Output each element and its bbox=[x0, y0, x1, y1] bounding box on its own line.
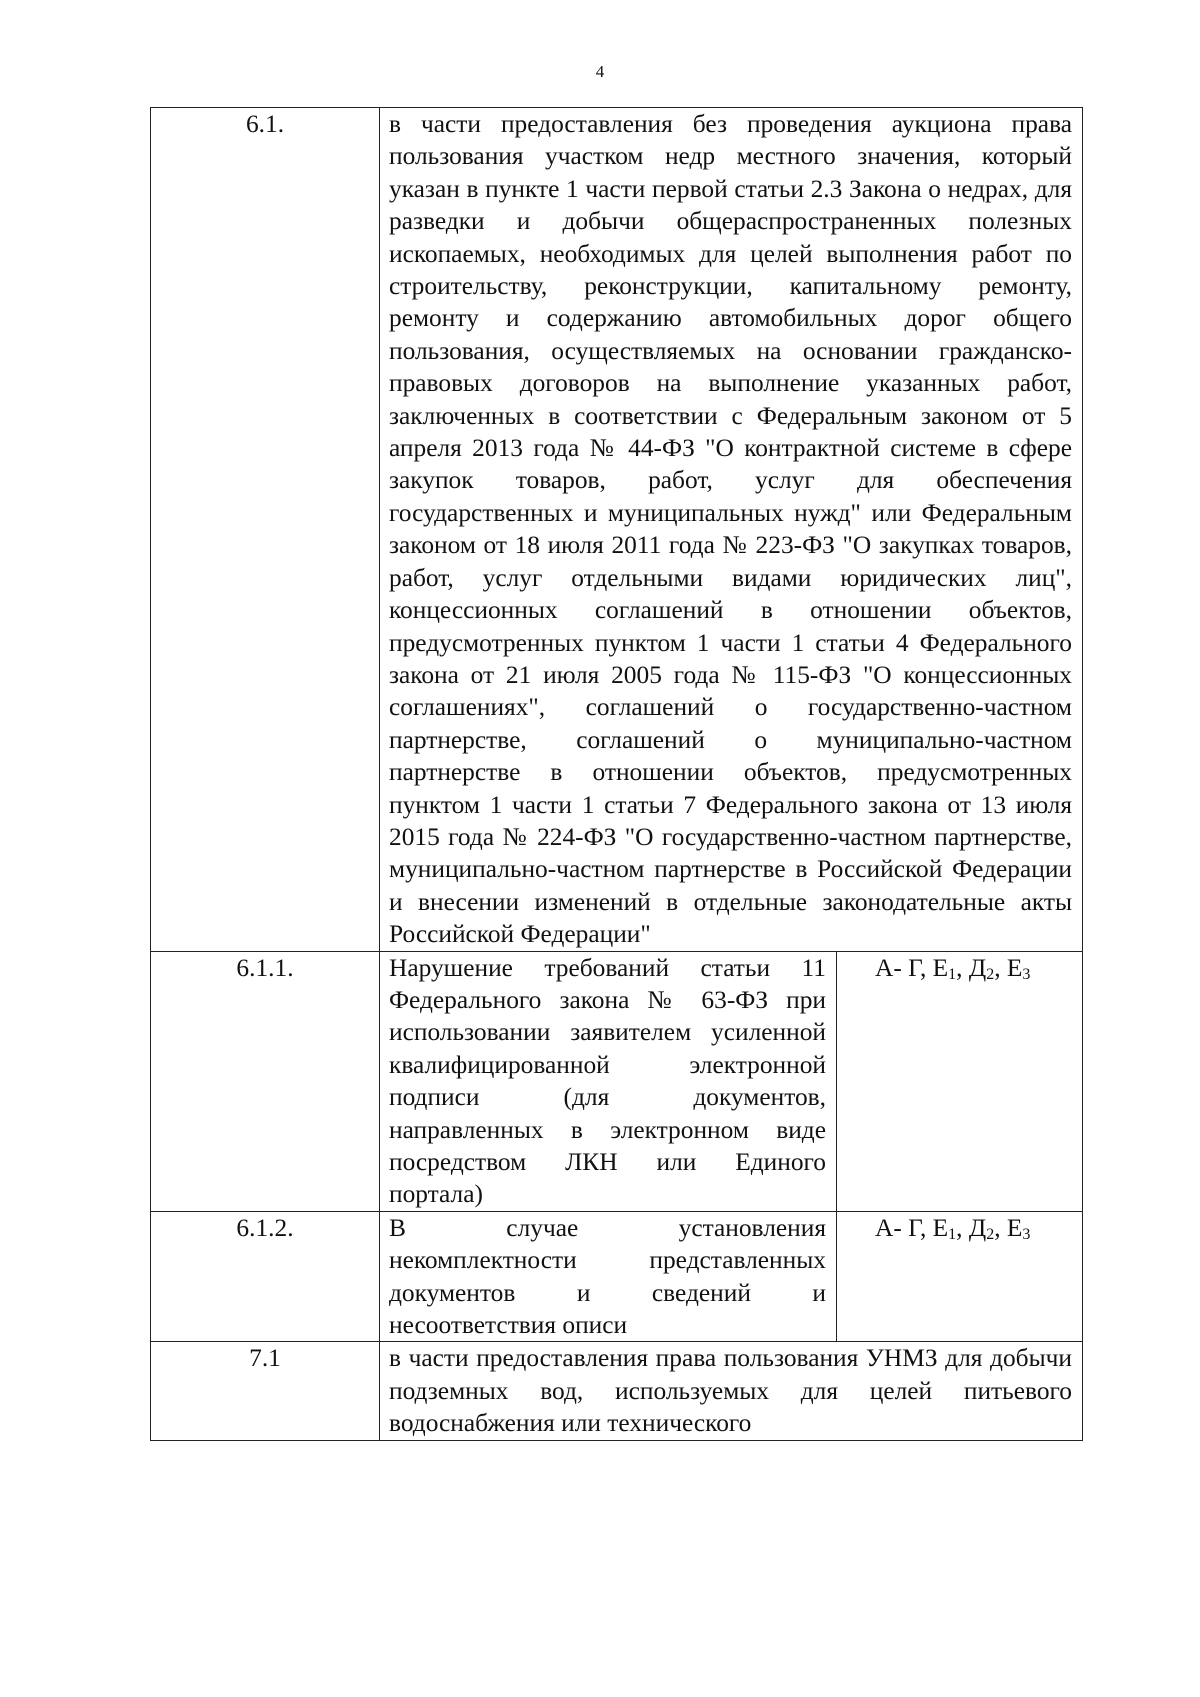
row-number-cell: 6.1.2. bbox=[151, 1211, 380, 1342]
row-text-cell: в части предоставления без проведения аукциона права пользования участком недр местного значения, который указан в пункте 1 части первой статьи 2.3 Закона о недрах, для разведки и добычи общераспространенных полезных ископаемых, необходимых для целей выполнения работ по строительству, реконструкции, капитальному ремонту, ремонту и содержанию автомобильных дорог общего пользования, осуществляемых на основании гражданско-правовых договоров на выполнение указанных работ, заключенных в соответствии с Федеральным законом от 5 апреля 2013 года № 44-ФЗ "О контрактной системе в сфере закупок товаров, работ, услуг для обеспечения государственных и муниципальных нужд" или Федеральным законом от 18 июля 2011 года № 223-ФЗ "О закупках товаров, работ, услуг отдельными видами юридических лиц", концессионных соглашений в отношении объектов, предусмотренных пунктом 1 части 1 статьи 4 Федерального закона от 21 июля 2005 года № 115-ФЗ "О концессионных соглашениях", соглашений о государственно-частном партнерстве, соглашений о муниципально-частном партнерстве в отношении объектов, предусмотренных пунктом 1 части 1 статьи 7 Федерального закона от 13 июля 2015 года № 224-ФЗ "О государственно-частном партнерстве, муниципально-частном партнерстве в Российской Федерации и внесении изменений в отдельные законодательные акты Российской Федерации" bbox=[380, 108, 1083, 952]
table-row bbox=[151, 951, 1083, 1211]
code-subscript: 3 bbox=[1022, 1225, 1031, 1243]
code-part: , Д bbox=[956, 1213, 987, 1242]
code-subscript: 1 bbox=[948, 965, 957, 983]
row-text-cell: В случае установления некомплектности представленных документов и сведений и несоответствия описи bbox=[380, 1211, 837, 1342]
code-part: , Е bbox=[994, 1213, 1023, 1242]
row-number-cell: 6.1. bbox=[151, 108, 380, 952]
code-subscript: 3 bbox=[1022, 965, 1031, 983]
code-prefix: А- Г, Е bbox=[875, 1213, 949, 1242]
row-code-cell bbox=[837, 1211, 1083, 1342]
table-row bbox=[151, 108, 1083, 952]
row-text-cell: Нарушение требований статьи 11 Федерального закона № 63-ФЗ при использовании заявителем усиленной квалифицированной электронной подписи (для документов, направленных в электронном виде посредством ЛКН или Единого портала) bbox=[380, 951, 837, 1211]
code-subscript: 2 bbox=[986, 1225, 995, 1243]
table-row bbox=[151, 1211, 1083, 1342]
code-part: , Е bbox=[994, 953, 1023, 982]
document-table bbox=[150, 107, 1083, 1441]
row-code-cell bbox=[837, 951, 1083, 1211]
row-text-cell: в части предоставления права пользования УНМЗ для добычи подземных вод, используемых для целей питьевого водоснабжения или технического bbox=[380, 1342, 1083, 1440]
row-number-cell: 7.1 bbox=[151, 1342, 380, 1440]
code-subscript: 2 bbox=[986, 965, 995, 983]
code-part: , Д bbox=[956, 953, 987, 982]
code-prefix: А- Г, Е bbox=[875, 953, 949, 982]
row-number-cell: 6.1.1. bbox=[151, 951, 380, 1211]
code-subscript: 1 bbox=[948, 1225, 957, 1243]
table-row bbox=[151, 1342, 1083, 1440]
page-number: 4 bbox=[595, 62, 605, 81]
